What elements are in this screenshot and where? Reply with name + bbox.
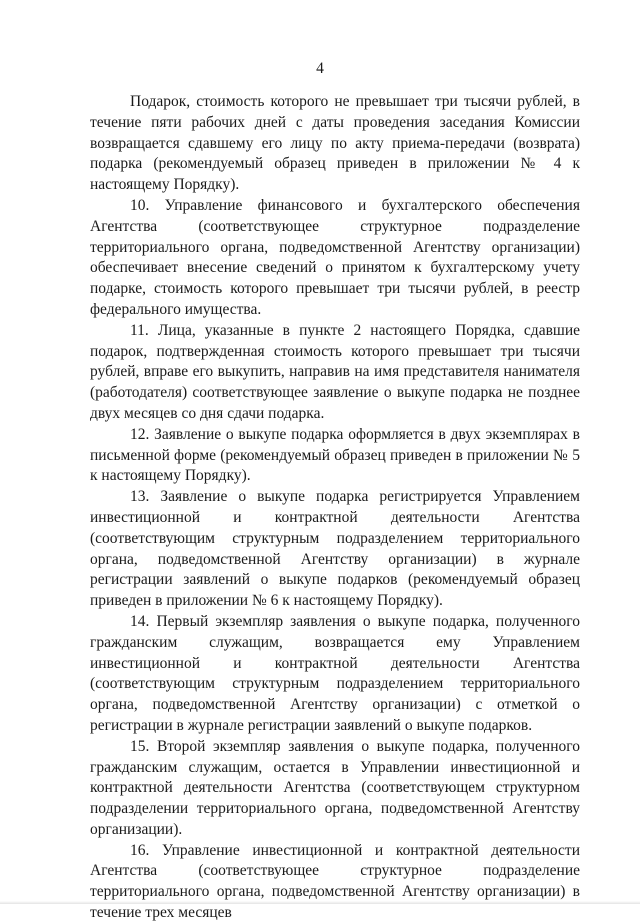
paragraph-16: 16. Управление инвестиционной и контрактной деятельности Агентства (соответствующее структурное подразделение территориального органа, подведомственной Агентству организации) в течение трех месяцев xyxy=(90,841,580,922)
paragraph-12: 12. Заявление о выкупе подарка оформляется в двух экземплярах в письменной форме (рекомендуемый образец приведен в приложении № 5 к настоящему Порядку). xyxy=(90,425,580,485)
paragraph-13: 13. Заявление о выкупе подарка регистрируется Управлением инвестиционной и контрактной деятельности Агентства (соответствующим структурным подразделением территориального органа, подведомственной Агентству организации) в журнале регистрации заявлений о выкупе подарков (рекомендуемый образец приведен в приложении № 6 к настоящему Порядку). xyxy=(90,488,580,610)
paragraph-15: 15. Второй экземпляр заявления о выкупе подарка, полученного гражданским служащим, остается в Управлении инвестиционной и контрактной деятельности Агентства (соответствующем структурном подразделении территориального органа, подведомственной Агентству организации). xyxy=(90,737,580,838)
document-body xyxy=(90,92,580,924)
paragraph-14: 14. Первый экземпляр заявления о выкупе подарка, полученного гражданским служащим, возвращается ему Управлением инвестиционной и контрактной деятельности Агентства (соответствующим структурным подразделением территориального органа, подведомственной Агентству организации) с отметкой о регистрации в журнале регистрации заявлений о выкупе подарков. xyxy=(90,612,580,734)
paragraph-11: 11. Лица, указанные в пункте 2 настоящего Порядка, сдавшие подарок, подтвержденная стоимость которого превышает три тысячи рублей, вправе его выкупить, направив на имя представителя нанимателя (работодателя) соответствующее заявление о выкупе подарка не позднее двух месяцев со дня сдачи подарка. xyxy=(90,321,580,422)
paragraph-10: 10. Управление финансового и бухгалтерского обеспечения Агентства (соответствующее структурное подразделение территориального органа, подведомственной Агентству организации) обеспечивает внесение сведений о принятом к бухгалтерскому учету подарке, стоимость которого превышает три тысячи рублей, в реестр федерального имущества. xyxy=(90,196,580,318)
page-number: 4 xyxy=(316,60,324,77)
paragraph-gift-return: Подарок, стоимость которого не превышает три тысячи рублей, в течение пяти рабочих дней с даты проведения заседания Комиссии возвращается сдавшему его лицу по акту приема-передачи (возврата) подарка (рекомендуемый образец приведен в приложении № 4 к настоящему Порядку). xyxy=(90,93,580,194)
